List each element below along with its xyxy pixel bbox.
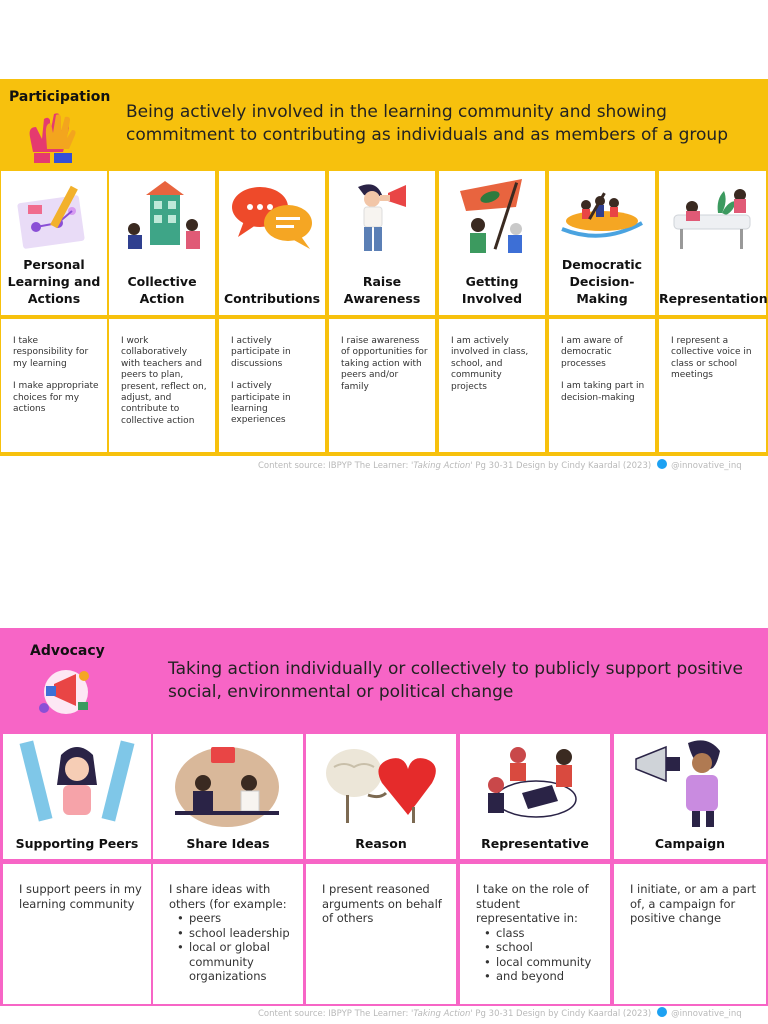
card-campaign <box>614 734 766 859</box>
podcast-hosts-icon <box>165 737 289 829</box>
brain-heart-icon <box>318 737 442 829</box>
card-body-share-ideas <box>153 864 303 1004</box>
list-item: • local or global community organizations <box>177 940 295 984</box>
advocacy-title: Advocacy <box>30 643 105 659</box>
list-item: • school <box>484 940 602 955</box>
credit-prefix: Content source: IBPYP The Learner: ' <box>258 1009 414 1019</box>
twitter-icon <box>657 1007 667 1017</box>
card-body-personal-learning <box>1 319 107 452</box>
card-label: Personal Learning and Actions <box>7 257 101 306</box>
card-representative <box>460 734 610 859</box>
flag-raising-icon <box>446 177 538 253</box>
advocacy-credit <box>258 1007 742 1019</box>
card-label: Getting Involved <box>461 274 523 306</box>
list-item: • class <box>484 926 602 941</box>
bullet-list <box>476 926 602 984</box>
building-blocks-icon <box>116 177 208 253</box>
participation-cards <box>0 171 768 456</box>
credit-italic: Taking Action' <box>413 461 473 471</box>
card-label: Collective Action <box>127 274 197 306</box>
list-item: • peers <box>177 911 295 926</box>
card-text: I represent a collective voice in class or school meetings <box>671 336 752 381</box>
raised-hands-icon <box>24 109 84 169</box>
raft-team-icon <box>556 177 648 253</box>
list-item: • school leadership <box>177 926 295 941</box>
card-text: I present reasoned arguments on behalf of others <box>322 882 442 925</box>
card-text: I raise awareness of opportunities for taking action with peers and/or family <box>341 336 428 392</box>
card-label: Representation <box>659 291 768 306</box>
card-label: Raise Awareness <box>343 274 421 306</box>
card-body-representative <box>460 864 610 1004</box>
card-collective-action <box>109 171 215 315</box>
card-democratic-decision-making <box>549 171 655 315</box>
meeting-table-icon <box>666 177 758 253</box>
learning-map-icon <box>8 177 100 253</box>
card-body-contributions <box>219 319 325 452</box>
card-body-democratic-decision-making <box>549 319 655 452</box>
twitter-icon <box>657 459 667 469</box>
card-text: I take responsibility for my learning <box>13 336 89 369</box>
list-item: • and beyond <box>484 969 602 984</box>
card-body-getting-involved <box>439 319 545 452</box>
credit-italic: Taking Action' <box>413 1009 473 1019</box>
card-label: Democratic Decision-Making <box>561 257 643 306</box>
card-label: Contributions <box>223 291 321 306</box>
bullet-list <box>169 911 295 984</box>
card-text: I actively participate in learning experiences <box>231 381 291 426</box>
card-text: I am actively involved in class, school, and community projects <box>451 336 529 392</box>
card-label: Campaign <box>654 836 726 851</box>
megaphone-person-icon <box>336 177 428 253</box>
card-label: Share Ideas <box>186 836 270 851</box>
card-label: Supporting Peers <box>15 836 139 851</box>
participation-credit <box>258 459 742 471</box>
credit-suffix: Pg 30-31 Design by Cindy Kaardal (2023) <box>472 461 652 471</box>
list-item: • local community <box>484 955 602 970</box>
card-body-raise-awareness <box>329 319 435 452</box>
card-raise-awareness <box>329 171 435 315</box>
card-text: I make appropriate choices for my actions <box>13 381 99 415</box>
card-contributions <box>219 171 325 315</box>
card-body-campaign <box>614 864 766 1004</box>
credit-handle[interactable]: @innovative_inq <box>671 1009 742 1019</box>
card-body-supporting-peers <box>3 864 151 1004</box>
card-supporting-peers <box>3 734 151 859</box>
card-text: I actively participate in discussions <box>231 336 291 369</box>
card-body-reason <box>306 864 456 1004</box>
advocacy-description: Taking action individually or collectively to publicly support positive social, environmental or political change <box>168 659 743 702</box>
card-label: Representative <box>481 836 589 851</box>
megaphone-activist-icon <box>626 737 750 829</box>
speech-bubbles-icon <box>226 177 318 253</box>
card-text: I initiate, or am a part of, a campaign for positive change <box>630 882 756 925</box>
credit-suffix: Pg 30-31 Design by Cindy Kaardal (2023) <box>472 1009 652 1019</box>
megaphone-collage-icon <box>34 662 96 720</box>
card-representation <box>659 171 766 315</box>
participation-header <box>0 79 768 171</box>
card-personal-learning <box>1 171 107 315</box>
credit-handle[interactable]: @innovative_inq <box>671 461 742 471</box>
card-body-collective-action <box>109 319 215 452</box>
participation-description: Being actively involved in the learning community and showing commitment to contributing as individuals and as members of a group <box>126 102 728 145</box>
card-getting-involved <box>439 171 545 315</box>
participation-section <box>0 79 768 456</box>
card-share-ideas <box>153 734 303 859</box>
card-text: I am taking part in decision-making <box>561 381 645 403</box>
participation-title: Participation <box>9 89 111 105</box>
card-text: I am aware of democratic processes <box>561 336 623 369</box>
banner-person-icon <box>15 737 139 829</box>
card-text: I work collaboratively with teachers and peers to plan, present, reflect on, adjust, and contribute to collective action <box>121 336 207 426</box>
card-text: I support peers in my learning community <box>19 882 142 911</box>
credit-prefix: Content source: IBPYP The Learner: ' <box>258 461 414 471</box>
card-text: I take on the role of student representative in: <box>476 882 589 925</box>
group-discussion-icon <box>472 737 596 829</box>
card-text: I share ideas with others (for example: <box>169 882 287 911</box>
card-body-representation <box>659 319 766 452</box>
advocacy-section <box>0 628 768 1006</box>
card-reason <box>306 734 456 859</box>
card-label: Reason <box>355 836 407 851</box>
